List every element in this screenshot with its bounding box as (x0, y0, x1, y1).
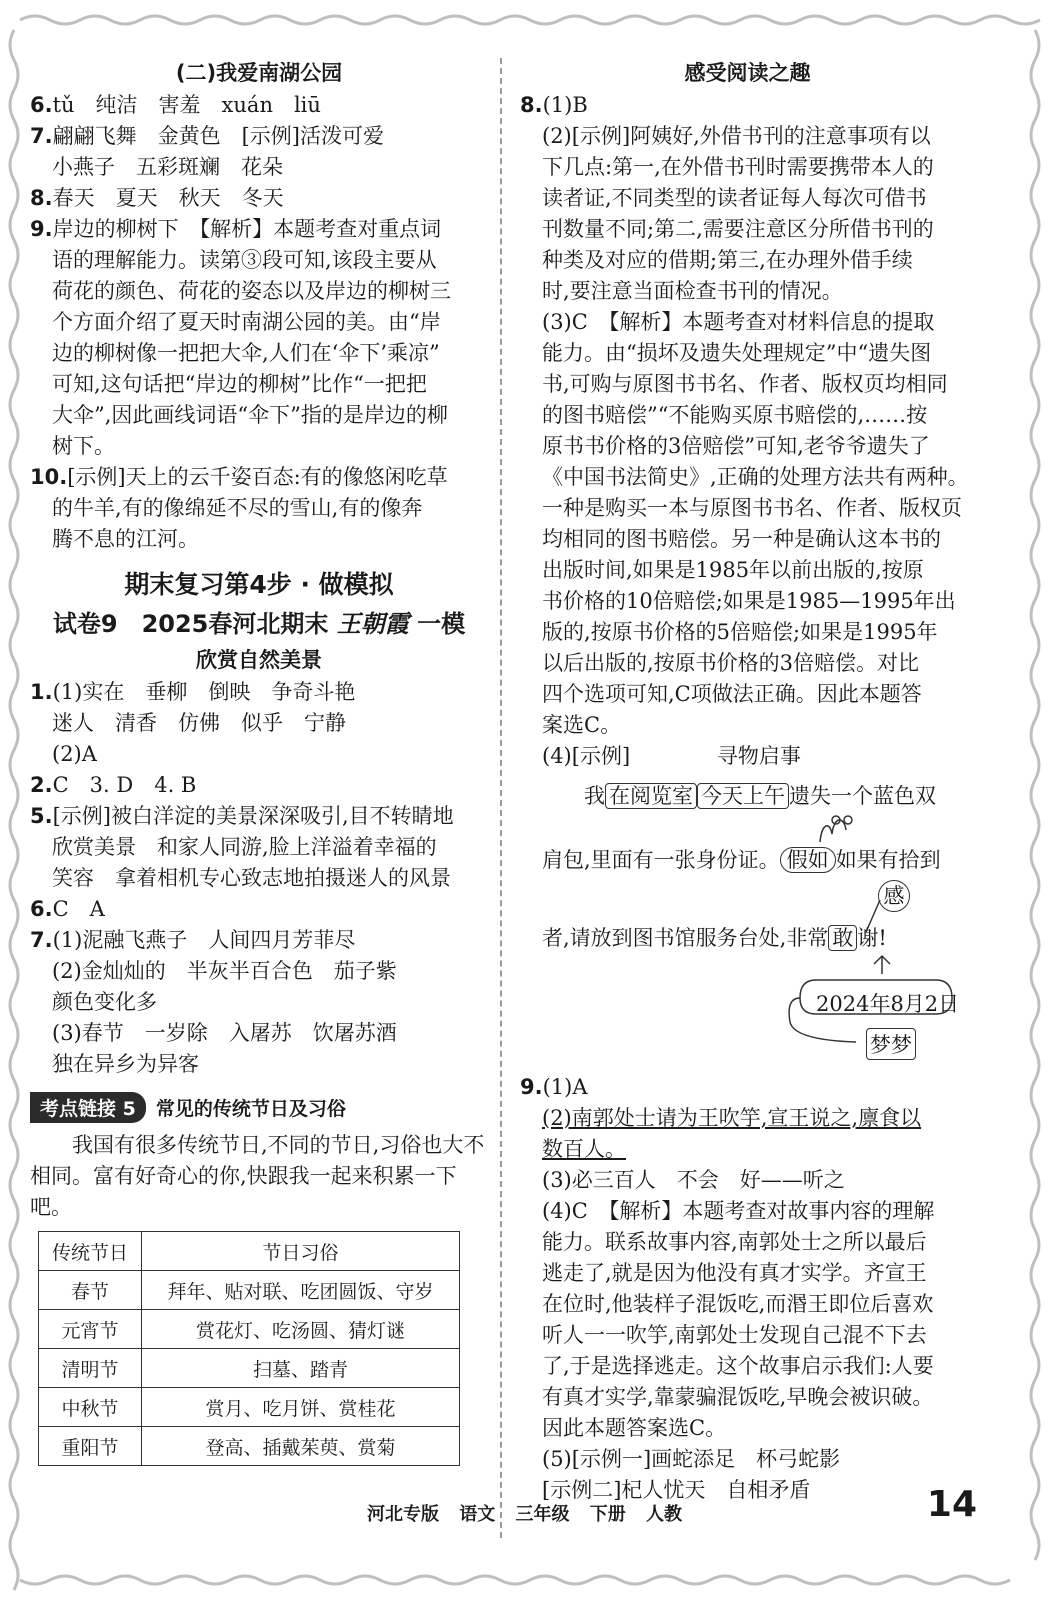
answer-line: 刊数量不同;第二,需要注意区分所借书刊的 (542, 217, 934, 241)
table-cell: 登高、插戴茱萸、赏菊 (142, 1427, 460, 1466)
knowledge-link-banner (30, 1090, 488, 1124)
notice-line: 肩包,里面有一张身份证。 假如 如果有拾到 (542, 848, 941, 872)
answer-line: 以后出版的,按原书价格的3倍赔偿。对比 (542, 651, 920, 675)
answer-line: 欣赏美景 和家人同游,脸上洋溢着幸福的 (52, 835, 437, 859)
answer-line: 书,可购与原图书书名、作者、版权页均相同 (542, 372, 948, 396)
answer-line: 下几点:第一,在外借书刊时需要携带本人的 (542, 155, 934, 179)
notice-signer: 梦梦 (866, 1028, 916, 1060)
answer-line: 书价格的10倍赔偿;如果是1985—1995年出 (542, 589, 956, 613)
insert-char-circle: 感 (878, 880, 910, 912)
answer-line: 1.(1)实在 垂柳 倒映 争奇斗艳 (30, 680, 356, 704)
answer-line: 可知,这句话把“岸边的柳树”比作“一把把 (52, 372, 427, 396)
answer-line: (3)必三百人 不会 好——听之 (542, 1168, 845, 1192)
answer-line: 的牛羊,有的像绵延不尽的雪山,有的像奔 (52, 496, 423, 520)
answer-line: 有真才实学,靠蒙骗混饭吃,早晚会被识破。 (542, 1385, 934, 1409)
table-cell: 春节 (39, 1271, 142, 1310)
answer-line: 四个选项可知,C项做法正确。因此本题答 (542, 682, 922, 706)
link-title: 常见的传统节日及习俗 (155, 1097, 346, 1120)
left-column (30, 56, 488, 1466)
answer-line: 个方面介绍了夏天时南湖公园的美。由“岸 (52, 310, 441, 334)
table-header-row (39, 1232, 460, 1271)
place-box: 在阅览室 (605, 783, 697, 809)
answer-line: 均相同的图书赔偿。另一种是确认这本书的 (542, 527, 941, 551)
table-row (39, 1349, 460, 1388)
answer-line: 原书书价格的3倍赔偿”可知,老爷爷遗失了 (542, 434, 930, 458)
answer-line: (5)[示例一]画蛇添足 杯弓蛇影 (542, 1447, 841, 1471)
answer-line: 6.tǔ 纯洁 害羞 xuán liū (30, 93, 321, 117)
lost-item-notice (520, 772, 975, 1062)
dare-word-mark: 敢 (828, 925, 857, 951)
answer-line: (2)金灿灿的 半灰半百合色 茄子紫 (52, 959, 397, 983)
notice-line: 我 在阅览室 今天上午 遗失一个蓝色双 (584, 784, 936, 808)
answer-line: (4)[示例] 寻物启事 (542, 744, 801, 768)
section-title: 感受阅读之趣 (684, 61, 811, 85)
review-title: 期末复习第4步 · 做模拟 (124, 570, 394, 599)
answer-list (30, 90, 488, 555)
answer-line: 颜色变化多 (52, 990, 157, 1014)
answer-line: 出版时间,如果是1985年以前出版的,按原 (542, 558, 924, 582)
answer-line: 小燕子 五彩斑斓 花朵 (52, 155, 283, 179)
answer-line: 迷人 清香 仿佛 似乎 宁静 (52, 711, 346, 735)
answer-line: 一种是购买一本与原图书书名、作者、版权页 (542, 496, 962, 520)
festival-table (38, 1231, 460, 1466)
answer-line: 2.C 3. D 4. B (30, 773, 197, 797)
answer-line: 笑容 拿着相机专心致志地拍摄迷人的风景 (52, 866, 451, 890)
table-cell: 清明节 (39, 1349, 142, 1388)
answer-line: (4)C 【解析】本题考查对故事内容的理解 (542, 1199, 935, 1223)
table-header: 传统节日 (39, 1232, 142, 1271)
delete-mark-icon (816, 812, 856, 844)
answer-line: [示例二]杞人忧天 自相矛盾 (542, 1478, 811, 1502)
table-header: 节日习俗 (142, 1232, 460, 1271)
answer-line: (3)春节 一岁除 入屠苏 饮屠苏酒 (52, 1021, 397, 1045)
answer-line: 树下。 (52, 434, 115, 458)
answer-line: 7.(1)泥融飞燕子 人间四月芳菲尽 (30, 928, 356, 952)
table-row (39, 1310, 460, 1349)
table-cell: 赏月、吃月饼、赏桂花 (142, 1388, 460, 1427)
answer-line: 6.C A (30, 897, 105, 921)
answer-line: 在位时,他装样子混饭吃,而湣王即位后喜欢 (542, 1292, 934, 1316)
right-column (520, 56, 975, 1506)
answer-line: 时,要注意当面检查书刊的情况。 (542, 279, 843, 303)
answer-line: 种类及对应的借期;第三,在办理外借手续 (542, 248, 913, 272)
answer-line: 大伞”,因此画线词语“伞下”指的是岸边的柳 (52, 403, 448, 427)
time-box: 今天上午 (697, 783, 789, 809)
table-cell: 赏花灯、吃汤圆、猜灯谜 (142, 1310, 460, 1349)
answer-line: (2)南郭处士请为王吹竽,宣王说之,廪食以 (542, 1106, 922, 1130)
answer-line: 能力。由“损坏及遗失处理规定”中“遗失图 (542, 341, 932, 365)
table-cell: 中秋节 (39, 1388, 142, 1427)
answer-line: 9.岸边的柳树下 【解析】本题考查对重点词 (30, 217, 442, 241)
answer-line: 10.[示例]天上的云千姿百态:有的像悠闲吃草 (30, 465, 448, 489)
answer-line: 能力。联系故事内容,南郭处士之所以最后 (542, 1230, 927, 1254)
answer-line: 因此本题答案选C。 (542, 1416, 727, 1440)
table-row (39, 1271, 460, 1310)
answer-list (520, 90, 975, 772)
table-cell: 扫墓、踏青 (142, 1349, 460, 1388)
answer-line: 了,于是选择逃走。这个故事启示我们:人要 (542, 1354, 934, 1378)
answer-line: 9.(1)A (520, 1075, 588, 1099)
answer-line: 的图书赔偿”“不能购买原书赔偿的,……按 (542, 403, 928, 427)
answer-line: (3)C 【解析】本题考查对材料信息的提取 (542, 310, 935, 334)
answer-line: 7.翩翩飞舞 金黄色 [示例]活泼可爱 (30, 124, 384, 148)
answer-line: 腾不息的江河。 (52, 527, 199, 551)
answer-line: 荷花的颜色、荷花的姿态以及岸边的柳树三 (52, 279, 451, 303)
answer-line: 8.(1)B (520, 93, 588, 117)
column-divider (500, 58, 502, 1538)
answer-line: 数百人。 (542, 1137, 626, 1161)
answer-line: 语的理解能力。读第③段可知,该段主要从 (52, 248, 437, 272)
page-number: 14 (926, 1484, 977, 1525)
answer-line: 案选C。 (542, 713, 622, 737)
answer-line: 5.[示例]被白洋淀的美景深深吸引,目不转睛地 (30, 804, 454, 828)
answer-line: (2)[示例]阿姨好,外借书刊的注意事项有以 (542, 124, 931, 148)
notice-title: 寻物启事 (716, 744, 801, 768)
footer: 河北专版 语文 三年级 下册 人教 (366, 1504, 683, 1525)
answer-line: 读者证,不同类型的读者证每人每次可借书 (542, 186, 927, 210)
paper-section: 欣赏自然美景 (196, 648, 322, 672)
answer-line: 逃走了,就是因为他没有真才实学。齐宣王 (542, 1261, 927, 1285)
link-badge: 考点链接 5 (30, 1092, 146, 1123)
table-row (39, 1388, 460, 1427)
answer-line: 《中国书法简史》,正确的处理方法共有两种。 (542, 465, 969, 489)
section-title: (二)我爱南湖公园 (175, 61, 343, 85)
answer-line: 独在异乡为异客 (52, 1052, 199, 1076)
answer-line: 版的,按原书价格的5倍赔偿;如果是1995年 (542, 620, 938, 644)
answer-line: 8.春天 夏天 秋天 冬天 (30, 186, 284, 210)
answer-line: 听人一一吹竽,南郭处士发现自己混不下去 (542, 1323, 927, 1347)
intro-text: 我国有很多传统节日,不同的节日,习俗也大不相同。富有好奇心的你,快跟我一起来积累一下吧。 (30, 1133, 485, 1219)
table-cell: 拜年、贴对联、吃团圆饭、守岁 (142, 1271, 460, 1310)
notice-date: 2024年8月2日 (816, 992, 960, 1016)
notice-line: 者,请放到图书馆服务台处,非常 敢 谢! (542, 926, 887, 950)
signature: 王朝霞 (336, 609, 409, 638)
if-word-mark: 假如 (780, 847, 836, 873)
paper-title: 试卷9 2025春河北期末 王朝霞 一模 (52, 609, 466, 638)
answer-line: (2)A (52, 742, 97, 766)
table-row (39, 1427, 460, 1466)
table-cell: 重阳节 (39, 1427, 142, 1466)
answer-line: 边的柳树像一把把大伞,人们在‘伞下’乘凉” (52, 341, 440, 365)
answer-list (30, 677, 488, 1080)
table-cell: 元宵节 (39, 1310, 142, 1349)
answer-list (520, 1072, 975, 1506)
